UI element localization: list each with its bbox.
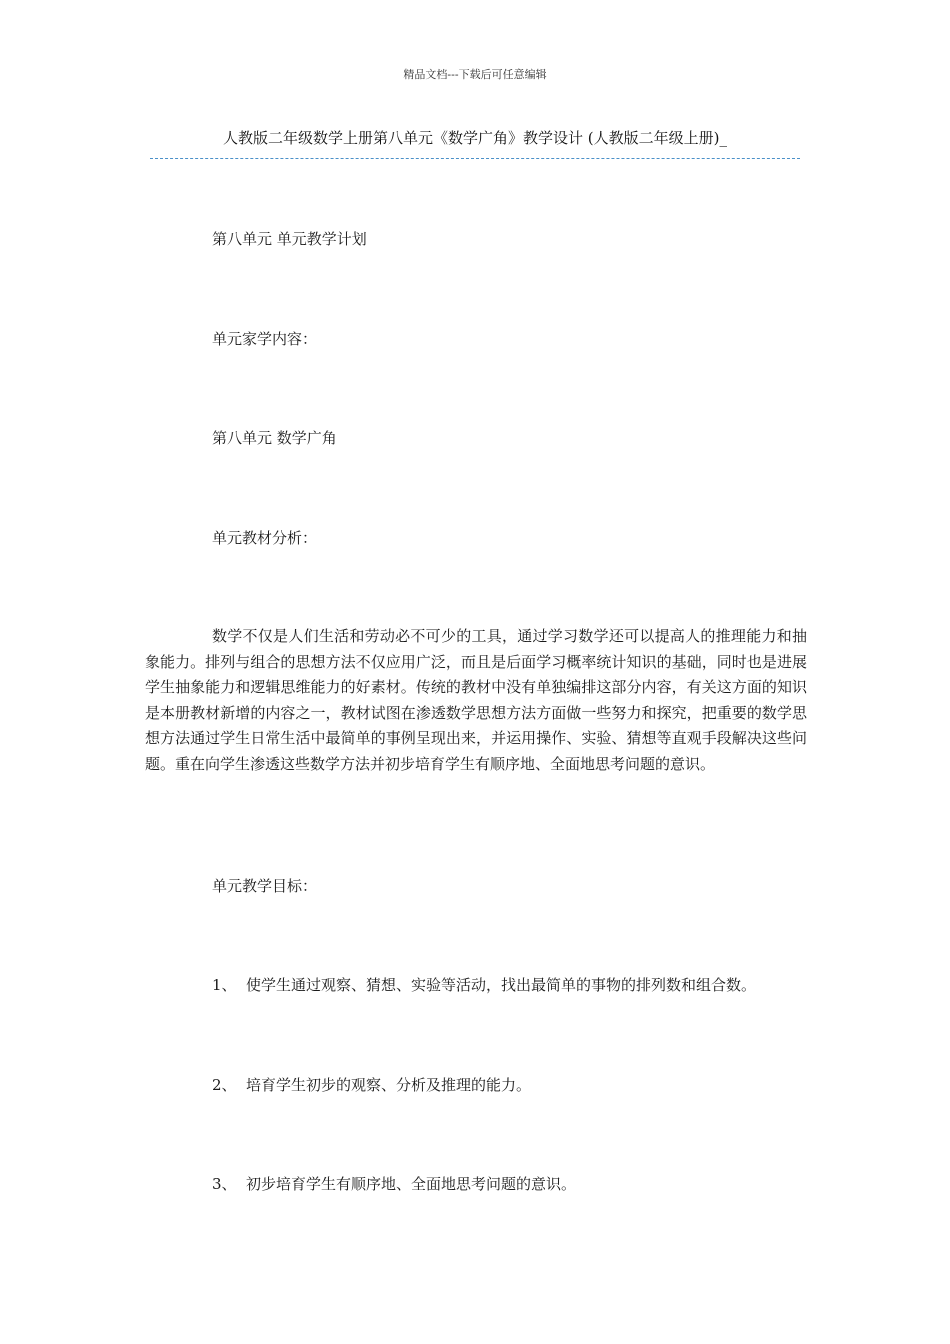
goal-text: 初步培育学生有顺序地、全面地思考问题的意识。 — [246, 1175, 577, 1193]
goal-text: 培育学生初步的观察、分析及推理的能力。 — [246, 1076, 532, 1094]
goal-item — [212, 1074, 531, 1095]
goal-item — [212, 974, 756, 995]
title-divider — [150, 158, 800, 159]
analysis-paragraph: 数学不仅是人们生活和劳动必不可少的工具，通过学习数学还可以提高人的推理能力和抽象能力。排列与组合的思想方法不仅应用广泛，而且是后面学习概率统计知识的基础，同时也是进展学生抽象能力和逻辑思维能力的好素材。传统的教材中没有单独编排这部分内容，有关这方面的知识是本册教材新增的内容之一，教材试图在渗透数学思想方法方面做一些努力和探究，把重要的数学思想方法通过学生日常生活中最简单的事例呈现出来，并运用操作、实验、猜想等直观手段解决这些问题。重在向学生渗透这些数学方法并初步培育学生有顺序地、全面地思考问题的意识。 — [145, 627, 807, 773]
goal-text: 使学生通过观察、猜想、实验等活动，找出最简单的事物的排列数和组合数。 — [246, 976, 757, 994]
document-title: 人教版二年级数学上册第八单元《数学广角》教学设计 (人教版二年级上册)_ — [223, 129, 727, 147]
header-note: 精品文档---下载后可任意编辑 — [403, 68, 547, 81]
goal-item — [212, 1173, 576, 1194]
goal-number: 3、 — [212, 1175, 237, 1193]
analysis-label: 单元教材分析： — [212, 529, 318, 547]
content-label: 单元家学内容： — [212, 330, 318, 348]
unit-name: 第八单元 数学广角 — [212, 429, 337, 447]
goal-number: 2、 — [212, 1076, 237, 1094]
goals-label: 单元教学目标： — [212, 877, 318, 895]
goal-number: 1、 — [212, 976, 237, 994]
plan-heading: 第八单元 单元教学计划 — [212, 230, 367, 248]
